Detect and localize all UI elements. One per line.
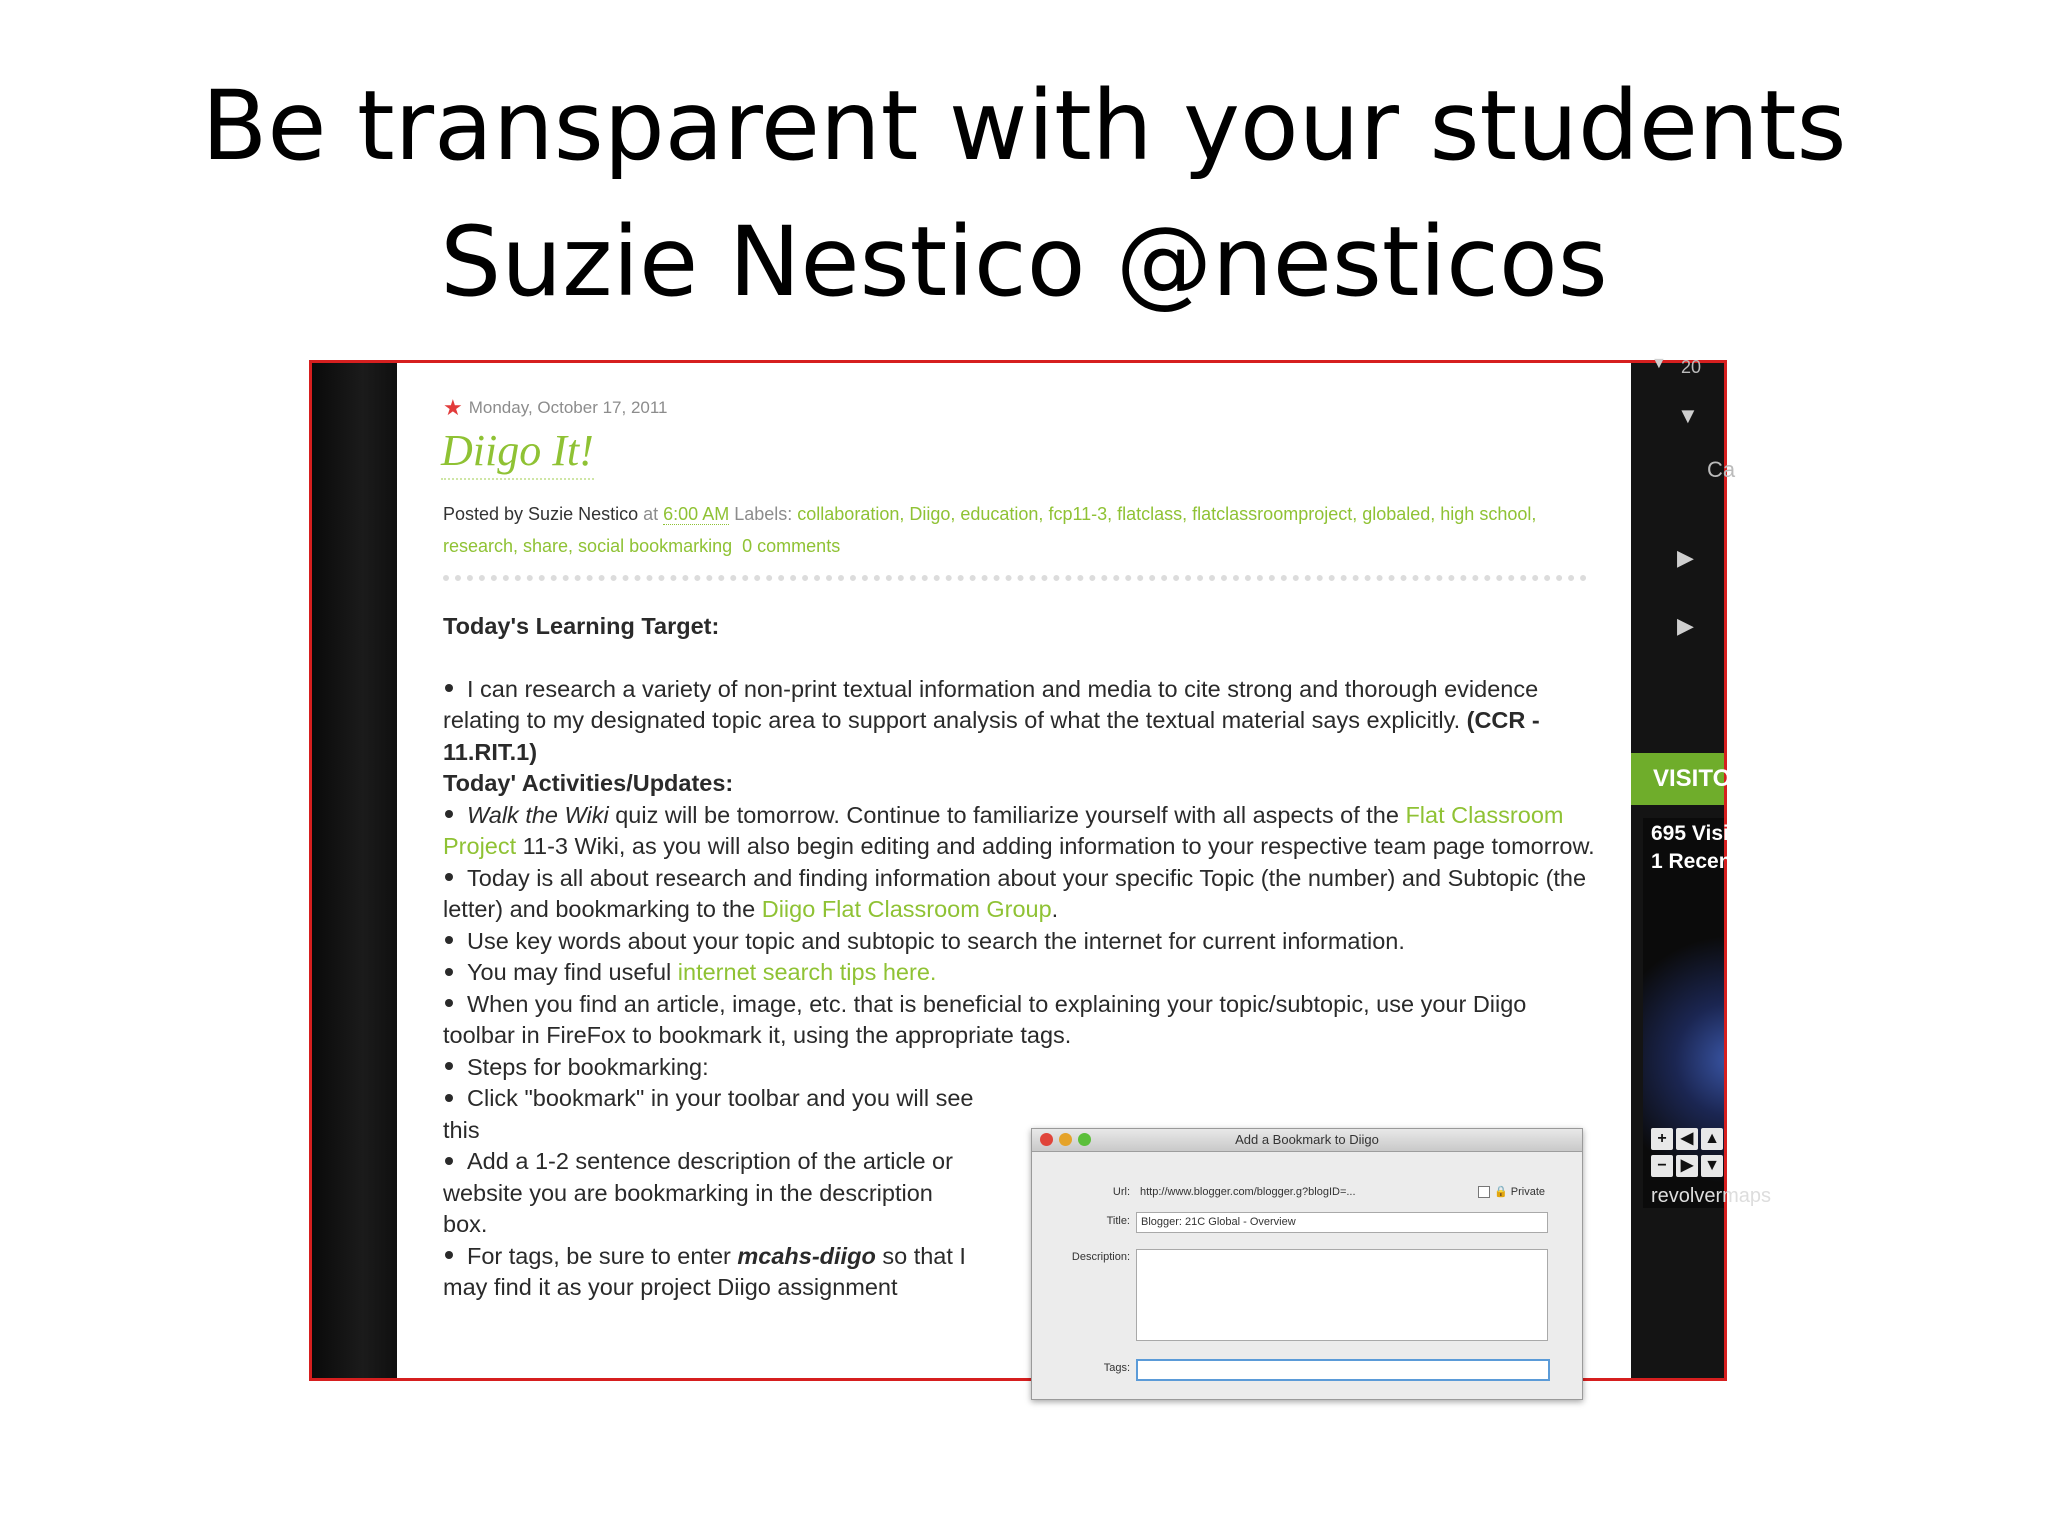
post-divider [443,575,1587,581]
list-item: Click "bookmark" in your toolbar and you will see this [443,1085,974,1143]
dialog-title: Add a Bookmark to Diigo [1235,1132,1379,1147]
description-field[interactable] [1136,1249,1548,1341]
slide-title [0,58,2048,330]
post-time-link[interactable]: 6:00 AM [663,504,730,524]
posted-by: Posted by Suzie Nestico [443,504,639,524]
visits-count: 695 Visits [1651,822,1748,845]
list-item: Use key words about your topic and subtopic to search the internet for current information. [443,926,1603,958]
learning-target-heading: Today's Learning Target: [443,613,720,639]
list-item: For tags, be sure to enter mcahs-diigo so that I may find it as your project Diigo assignment [443,1242,966,1300]
expand-arrow-icon[interactable]: ▼ [1651,355,1667,372]
revolver-label[interactable]: revolvermaps [1651,1185,1772,1207]
zoom-out-icon[interactable]: − [1651,1155,1673,1177]
slide-title-line-1: Be transparent with your students [201,70,1847,182]
up-arrow-icon[interactable]: ▲ [1701,1128,1723,1150]
post-labels-links[interactable]: collaboration, Diigo, education, fcp11-3, flatclass, flatclassroomproject, globaled, high school, research, share, social bookmarking [443,504,1537,556]
url-value: http://www.blogger.com/blogger.g?blogID=... [1140,1186,1356,1198]
list-item: You may find useful internet search tips here. [443,957,1603,989]
list-item: Steps for bookmarking: [443,1052,1603,1084]
post-meta: Posted by Suzie Nestico at 6:00 AM Labels: collaboration, Diigo, education, fcp11-3, flatclass, flatclassroomproject, globaled, high school, research, share, social bookmarking 0 comments [443,504,1537,556]
title-field[interactable]: Blogger: 21C Global - Overview [1136,1212,1548,1233]
zoom-in-icon[interactable]: + [1651,1128,1673,1150]
down-arrow-icon[interactable]: ▼ [1701,1155,1723,1177]
flat-classroom-project-link[interactable]: Flat Classroom Project [443,801,1564,859]
diigo-group-link[interactable]: Diigo Flat Classroom Group [761,896,1052,922]
private-checkbox[interactable] [1478,1186,1490,1198]
collapsed-arrow-icon[interactable]: ▶ [1677,613,1694,638]
right-arrow-icon[interactable]: ▶ [1676,1155,1698,1177]
left-page-background [312,363,397,1378]
star-icon: ★ [443,395,463,420]
list-item: Today is all about research and finding information about your specific Topic (the number) and Subtopic (the letter) and bookmarking to the Diigo Flat Classroom Group. [443,864,1587,922]
post-date: ★ Monday, October 17, 2011 [443,395,668,420]
list-item: Walk the Wiki quiz will be tomorrow. Continue to familiarize yourself with all aspects of the Flat Classroom Project 11-3 Wiki, as you will also begin editing and adding information to your respective team page tomorrow. [443,801,1595,859]
expand-arrow-icon[interactable]: ▼ [1677,403,1699,428]
list-item: Add a 1-2 sentence description of the article or website you are bookmarking in the description box. [443,1148,953,1237]
list-item: When you find an article, image, etc. that is beneficial to explaining your topic/subtopic, use your Diigo toolbar in FireFox to bookmark it, using the appropriate tags. [443,990,1527,1048]
search-tips-link[interactable]: internet search tips here. [677,959,937,985]
lock-icon: 🔒 [1494,1186,1508,1198]
dialog-titlebar [1032,1129,1582,1152]
tags-field[interactable] [1136,1359,1550,1381]
blog-sidebar: ▼ 20 ▼ Ca ▶ ▶ VISITORS 695 Visits 1 Recent + ◀ ▲ − ▶ ▼ revolvermaps [1631,363,1724,1378]
post-title[interactable]: Diigo It! [441,425,594,480]
blog-screenshot [309,355,1772,1381]
recent-count: 1 Recent [1651,850,1739,873]
comments-link[interactable]: 0 comments [742,536,841,556]
collapsed-arrow-icon[interactable]: ▶ [1677,545,1694,570]
private-label: 🔒 Private [1494,1186,1546,1198]
left-arrow-icon[interactable]: ◀ [1676,1128,1698,1150]
learning-target-item: I can research a variety of non-print textual information and media to cite strong and thorough evidence relating to my designated topic area to support analysis of what the textual material says explicitly. (CCR - 11.RIT.1) [443,675,1540,765]
activities-heading: Today' Activities/Updates: [443,770,734,796]
visitors-header: VISITORS [1631,753,1724,805]
diigo-bookmark-dialog: Add a Bookmark to Diigo Url: http://www.blogger.com/blogger.g?blogID=... 🔒 Private Title: Blogger: 21C Global - Overview Description: Tags: [1031,1128,1583,1400]
blog-post [397,363,1631,1378]
revolver-map-widget [1643,818,1748,1208]
slide-title-line-2: Suzie Nestico @nesticos [440,206,1608,318]
